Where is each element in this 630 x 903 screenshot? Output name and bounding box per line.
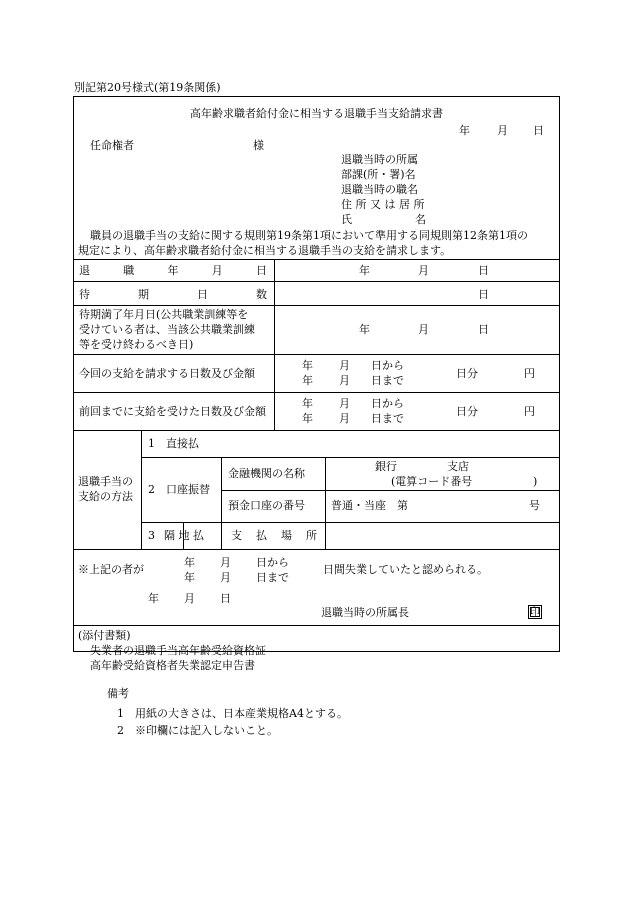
- certification-statement: 日間失業していたと認められる。: [323, 563, 488, 576]
- date-month: 月: [497, 124, 508, 137]
- current-to-month: 月: [339, 374, 350, 387]
- bank-code-close: ): [533, 475, 538, 488]
- cert-to-year: 年: [184, 571, 195, 584]
- label-char: 支: [231, 529, 242, 542]
- request-text-line2: 規定により、高年齢求職者給付金に相当する退職手当の支給を請求します。: [78, 244, 452, 257]
- account-type: 普通・当座 第: [331, 499, 408, 512]
- current-days-unit: 日分: [456, 367, 478, 380]
- applicant-position-label: 退職当時の職名: [341, 183, 418, 196]
- payment-method-label-line1: 退職手当の: [78, 475, 133, 488]
- label-char: 数: [256, 288, 267, 301]
- divider: [73, 354, 560, 355]
- applicant-dept-label: 部課(所・署)名: [341, 168, 416, 181]
- applicant-org-label: 退職当時の所属: [341, 153, 418, 166]
- payment-place-label: [231, 529, 317, 542]
- previous-to-day: 日まで: [371, 412, 404, 425]
- label-char: 年: [167, 264, 179, 277]
- payment-direct: 1 直接払: [148, 437, 199, 450]
- waiting-days-label: [79, 288, 267, 301]
- label-char: 期: [138, 288, 149, 301]
- certification-signer: 退職当時の所属長: [321, 606, 409, 619]
- date-year: 年: [459, 124, 470, 137]
- payment-remote-label: 隔 地 払: [164, 529, 204, 542]
- current-from-day: 日から: [371, 359, 404, 372]
- current-from-month: 月: [339, 359, 350, 372]
- current-to-day: 日まで: [371, 374, 404, 387]
- addressee-label: 任命権者: [90, 139, 134, 152]
- retire-date-month: 月: [418, 264, 429, 277]
- label-char: 退: [79, 264, 90, 277]
- bank-unit: 銀行: [375, 460, 397, 473]
- account-number-label: 預金口座の番号: [228, 499, 305, 512]
- cert-to-month: 月: [220, 571, 231, 584]
- divider: [73, 259, 560, 260]
- divider: [325, 457, 326, 549]
- label-char: 待: [79, 288, 90, 301]
- divider: [221, 490, 560, 491]
- request-text-line1: 職員の退職手当の支給に関する規則第19条第1項において準用する同規則第12条第1項の: [90, 229, 528, 242]
- divider: [73, 430, 560, 431]
- cert-date-day: 日: [220, 592, 231, 605]
- waiting-end-label-line3: 等を受け終わるべき日): [79, 338, 194, 351]
- divider: [73, 392, 560, 393]
- applicant-name-label: 氏: [341, 213, 352, 226]
- divider: [274, 259, 275, 430]
- cert-date-year: 年: [148, 592, 159, 605]
- attachment-item-2: 高年齢受給資格者失業認定申告書: [90, 659, 255, 672]
- bank-name-label: 金融機関の名称: [228, 467, 305, 480]
- certification-prefix: ※上記の者が: [78, 563, 144, 576]
- current-yen-unit: 円: [524, 367, 535, 380]
- form-number: 別記第20号様式(第19条関係): [74, 81, 221, 94]
- current-to-year: 年: [302, 374, 313, 387]
- branch-unit: 支店: [447, 460, 469, 473]
- previous-yen-unit: 円: [524, 405, 535, 418]
- account-unit: 号: [529, 499, 540, 512]
- current-from-year: 年: [302, 359, 313, 372]
- addressee-honorific: 様: [253, 139, 264, 152]
- cert-date-month: 月: [184, 592, 195, 605]
- waiting-end-label-line2: 受けている者は、当該公共職業訓練: [79, 323, 255, 336]
- divider: [141, 430, 142, 549]
- label-char: 日: [197, 288, 208, 301]
- seal-box: [528, 605, 542, 619]
- cert-from-day: 日から: [256, 556, 289, 569]
- retire-date-label: [79, 264, 267, 277]
- divider: [73, 281, 560, 282]
- previous-from-year: 年: [302, 397, 313, 410]
- attachments-heading: (添付書類): [78, 629, 131, 642]
- cert-from-year: 年: [184, 556, 195, 569]
- attachment-item-1: 失業者の退職手当高年齢受給資格証: [90, 644, 266, 657]
- label-char: 払: [256, 529, 267, 542]
- waiting-days-unit: 日: [478, 288, 489, 301]
- form-title: 高年齢求職者給付金に相当する退職手当支給請求書: [190, 107, 443, 120]
- label-char: 日: [256, 264, 267, 277]
- label-char: 月: [211, 264, 223, 277]
- note-item-2: 2 ※印欄には記入しないこと。: [117, 724, 278, 737]
- divider: [73, 305, 560, 306]
- previous-days-unit: 日分: [456, 405, 478, 418]
- label-char: 所: [306, 529, 317, 542]
- note-item-1: 1 用紙の大きさは、日本産業規格A4とする。: [117, 707, 348, 720]
- waiting-end-year: 年: [359, 323, 370, 336]
- previous-claim-label: 前回までに支給を受けた日数及び金額: [79, 405, 266, 418]
- previous-from-month: 月: [339, 397, 350, 410]
- waiting-end-label-line1: 待期満了年月日(公共職業訓練等を: [79, 308, 249, 321]
- current-claim-label: 今回の支給を請求する日数及び金額: [79, 367, 255, 380]
- date-day: 日: [533, 124, 544, 137]
- seal-label: 印: [530, 607, 540, 618]
- divider: [221, 457, 222, 549]
- payment-transfer: 2 口座振替: [148, 483, 210, 496]
- payment-remote-num: 3: [148, 529, 155, 542]
- previous-from-day: 日から: [371, 397, 404, 410]
- retire-date-year: 年: [359, 264, 370, 277]
- waiting-end-day: 日: [478, 323, 489, 336]
- label-char: 場: [281, 529, 292, 542]
- notes-heading: 備考: [107, 687, 129, 700]
- applicant-address-label: 住 所 又 は 居 所: [341, 198, 425, 211]
- payment-method-label-line2: 支給の方法: [78, 490, 133, 503]
- divider: [73, 549, 560, 550]
- label-char: 職: [123, 264, 135, 277]
- cert-from-month: 月: [220, 556, 231, 569]
- divider: [141, 457, 560, 458]
- previous-to-month: 月: [339, 412, 350, 425]
- cert-to-day: 日まで: [256, 571, 289, 584]
- retire-date-day: 日: [478, 264, 489, 277]
- divider: [73, 625, 560, 626]
- divider: [141, 522, 560, 523]
- applicant-name-label-2: 名: [415, 213, 426, 226]
- waiting-end-month: 月: [418, 323, 429, 336]
- bank-code-label: (電算コード番号: [391, 475, 473, 488]
- previous-to-year: 年: [302, 412, 313, 425]
